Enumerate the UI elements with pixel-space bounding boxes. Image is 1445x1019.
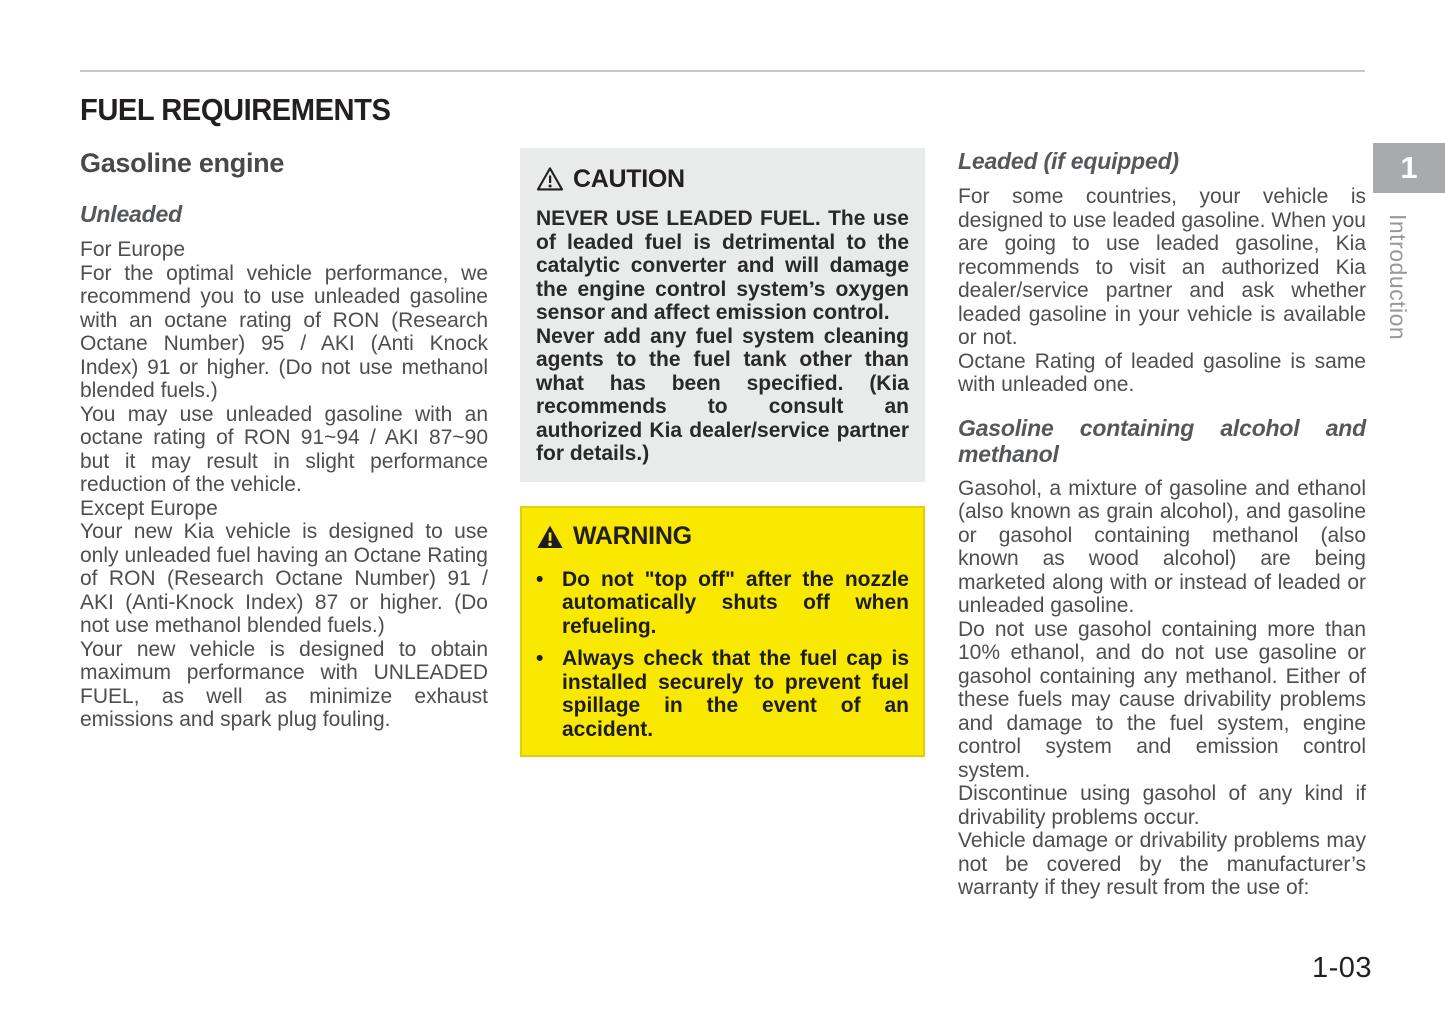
- paragraph: Your new Kia vehicle is designed to use only unleaded fuel having an Octane Rating of RON (Research Octane Number) 91 / AKI (Anti-Knock Index) 87 or higher. (Do not use methanol blended fuels.): [80, 520, 488, 637]
- page-number: 1-03: [1311, 952, 1372, 984]
- right-column: [958, 148, 1366, 900]
- caution-paragraph: Never add any fuel system cleaning agents to the fuel tank other than what has been specified. (Kia recommends to consult an authorized Kia dealer/service partner for details.): [536, 324, 909, 465]
- paragraph: You may use unleaded gasoline with an octane rating of RON 91~94 / AKI 87~90 but it may result in slight performance reduction of the vehicle.: [80, 402, 488, 496]
- caution-paragraph: NEVER USE LEADED FUEL. The use of leaded fuel is detrimental to the catalytic converter and will damage the engine control system’s oxygen sensor and affect emission control.: [536, 207, 909, 324]
- region-label-for-europe: For Europe: [80, 238, 186, 261]
- caution-box: [520, 148, 925, 482]
- bullet-icon: •: [536, 647, 544, 670]
- paragraph: Vehicle damage or drivability problems may not be covered by the manufacturer’s warranty if they result from the use of:: [958, 829, 1366, 899]
- paragraph: Gasohol, a mixture of gasoline and ethanol (also known as grain alcohol), and gasoline or gasohol containing methanol (also known as wood alcohol) are being marketed along with or instead of leaded or unleaded gasoline.: [958, 476, 1366, 617]
- caution-header: [536, 164, 909, 194]
- warning-bullet-item: [536, 647, 909, 741]
- warning-bullet-item: [536, 568, 909, 639]
- chapter-number: 1: [1400, 150, 1418, 185]
- paragraph: Discontinue using gasohol of any kind if drivability problems occur.: [958, 782, 1366, 829]
- paragraph: Do not use gasohol containing more than 10% ethanol, and do not use gasoline or gasohol containing any methanol. Either of these fuels may cause drivability problems and damage to the fuel system, engine control system and emission control system.: [958, 617, 1366, 782]
- subsection-heading-gasohol: Gasoline containing alcohol and methanol: [958, 414, 1366, 467]
- region-label-except-europe: Except Europe: [80, 496, 218, 520]
- warning-bullet-text: Do not "top off" after the nozzle automatically shuts off when refueling.: [562, 567, 909, 638]
- warning-box: [520, 506, 925, 758]
- chapter-label: Introduction: [1385, 214, 1411, 341]
- left-column: [80, 148, 488, 732]
- paragraph: For some countries, your vehicle is designed to use leaded gasoline. When you are going to use leaded gasoline, Kia recommends to visit an authorized Kia dealer/service partner and ask whether leaded gasoline in your vehicle is available or not.: [958, 185, 1366, 349]
- bullet-icon: •: [536, 567, 544, 591]
- middle-column: [520, 148, 925, 757]
- top-divider: [80, 70, 1365, 72]
- section-heading-gasoline-engine: Gasoline engine: [80, 148, 285, 178]
- paragraph: For the optimal vehicle performance, we recommend you to use unleaded gasoline with an octane rating of RON (Research Octane Number) 95 / AKI (Anti Knock Index) 91 or higher. (Do not use methanol blended fuels.): [80, 261, 488, 402]
- page-title: FUEL REQUIREMENTS: [80, 92, 391, 127]
- warning-triangle-filled-icon: [536, 524, 564, 550]
- warning-bullet-text: Always check that the fuel cap is installed securely to prevent fuel spillage in the event of an accident.: [562, 647, 909, 741]
- caution-title: CAUTION: [573, 164, 685, 193]
- paragraph: Octane Rating of leaded gasoline is same with unleaded one.: [958, 349, 1366, 396]
- warning-title: WARNING: [573, 522, 692, 550]
- warning-header: [536, 522, 909, 552]
- subsection-heading-leaded: Leaded (if equipped): [958, 148, 1179, 174]
- paragraph: Your new vehicle is designed to obtain maximum performance with UNLEADED FUEL, as well as minimize exhaust emissions and spark plug fouling.: [80, 637, 488, 731]
- chapter-tab: [1373, 143, 1445, 193]
- caution-triangle-outline-icon: [536, 166, 564, 192]
- subsection-heading-unleaded: Unleaded: [80, 201, 182, 227]
